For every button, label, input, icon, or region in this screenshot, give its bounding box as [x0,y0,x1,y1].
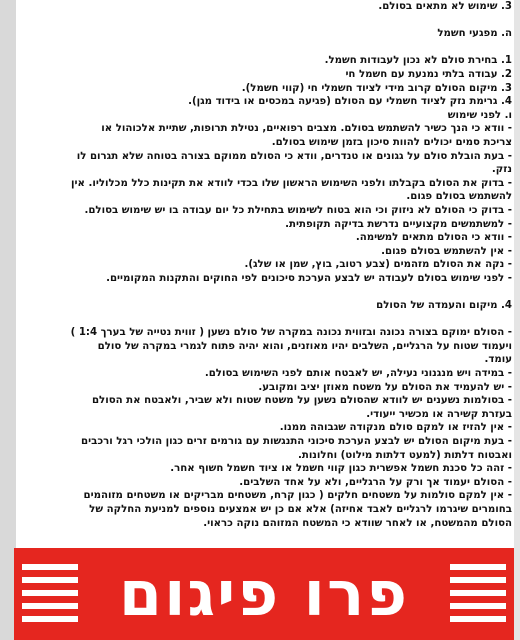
text-line: - וודא כי הסולם מתאים למשימה. [355,232,512,244]
text-line: - בעת מיקום הסולם יש לבצע הערכת סיכוני התנגשות עם גורמים זרים כגון הולכי רגל ורכבים [81,436,512,447]
text-line: - במידה ויש מנגנוני נעילה, יש לאבטח אותם לפני השימוש בסולם. [204,368,512,380]
document-text [22,0,512,548]
text-line: נזק. [491,164,512,176]
text-line: צריכת סמים יכולים להוות סיכון בזמן שימוש בסולם. [271,136,512,148]
text-line [22,14,512,28]
hazards-section [22,0,512,285]
text-line: - נקה את הסולם מזהמים (צבע רטוב, בוץ, שמן או שלג). [244,259,512,271]
text-line: - למשתמשים מקצועיים נדרשת בדיקה תקופתית. [285,218,512,230]
text-line: - בדוק כי הסולם לא ניזוק וכי הוא בטוח לשימוש בתחילת כל יום עבודה בו יש שימוש בסולם. [84,204,512,216]
text-line: - אין להזיז או למקם סולם מנקודה שגבוהה ממנו. [279,422,512,434]
text-line: 3. שימוש לא מתאים בסולם. [378,1,512,12]
brand-logo: פרו פיגום [118,557,410,630]
text-line: הסולם מהמשטח, או לאחר שוודא כי המשטח המזוהם נוקה כראוי. [203,517,512,529]
text-line: - בסולמות נשענים יש לוודא שהסולם נשען על משטח שטוח ולא שביר, ולאבטח את הסולם [91,395,512,407]
text-line: 1. בחירת סולם לא נכון לעבודות חשמל. [324,55,512,67]
stripes-right-icon [450,564,506,626]
text-line [22,313,512,327]
text-line: 4. מיקום והעמדה של הסולם [376,300,512,312]
text-line: - יש להעמיד את הסולם על משטח מאוזן יציב ומקובע. [258,381,512,393]
text-line: - בעת הובלת סולם על גגונים או טנדרים, וודא כי הסולם ממוקם בצורה בטוחה שלא תגרום לו [76,150,512,162]
text-line: - הסולם ימוקם בצורה נכונה ובזווית נכונה במקרה של סולם נשען ( זווית נטייה של בערך 1:4 ) [70,327,512,339]
text-line: ויעמוד שטוח על הרגליים, השלבים יהיו מאוזנים, והוא יהיה פתוח לגמרי במקרה של סולם [97,340,512,352]
text-line: בחומרים שיגרמו לרגליים לאבד אחיזה) אלא אם כן יש אמצעים נוספים למניעת החלקה של [89,503,512,515]
text-line: ה. מפגעי חשמל [437,28,512,40]
stripes-left-icon [22,564,78,626]
right-border [514,0,520,640]
text-line: - זהה כל סכנת חשמל אפשרית כגון קווי חשמל או ציוד חשמל חשוף אחר. [170,463,512,475]
text-line [22,41,512,55]
text-line: 4. גרימת נזק לציוד חשמלי עם הסולם (פגיעה במכסים או בידוד מגן). [188,96,512,108]
text-line: - לפני שימוש בסולם לעבודה יש לבצע הערכת סיכונים לפי החוקים והתקנות המקומיים. [106,272,512,284]
text-line: ואבטוח דלתות (למעט דלתות מילוט) וחלונות. [297,449,512,461]
text-line: - וודא כי הנך כשיר להשתמש בסולם. מצבים רפואיים, נטילת תרופות, שתיית אלכוהול או [101,123,512,135]
positioning-section [22,299,512,530]
text-line: - אין להשתמש בסולם פגום. [381,245,512,257]
brand-banner [14,548,514,640]
text-line: - אין למקם סולמות על משטחים חלקים ( כגון קרח, משטחים מבריקים או משטחים מזוהמים [83,490,512,502]
text-line: - הסולם יעמוד אך ורק על הרגליים, ולא על אחד השלבים. [239,476,512,488]
text-line: - בדוק את הסולם בקבלתו ולפני השימוש הראשון שלו בכדי לוודא את תקינות כלל מכלוליו. אין [71,177,512,189]
left-border [0,0,16,640]
text-line: להשתמש בסולם פגום. [406,191,512,203]
text-line: 2. עבודה בלתי נמנעת עם חשמל חי [345,68,512,80]
text-line: 3. מיקום הסולם קרוב מידי לציוד חשמלי חי (קווי חשמל). [241,82,512,94]
text-line: עומד. [484,354,512,366]
section-spacer [22,285,512,299]
text-line: בעזרת קשירה או מכשיר ייעודי. [366,408,512,420]
text-line: ו. לפני שימוש [447,109,512,121]
